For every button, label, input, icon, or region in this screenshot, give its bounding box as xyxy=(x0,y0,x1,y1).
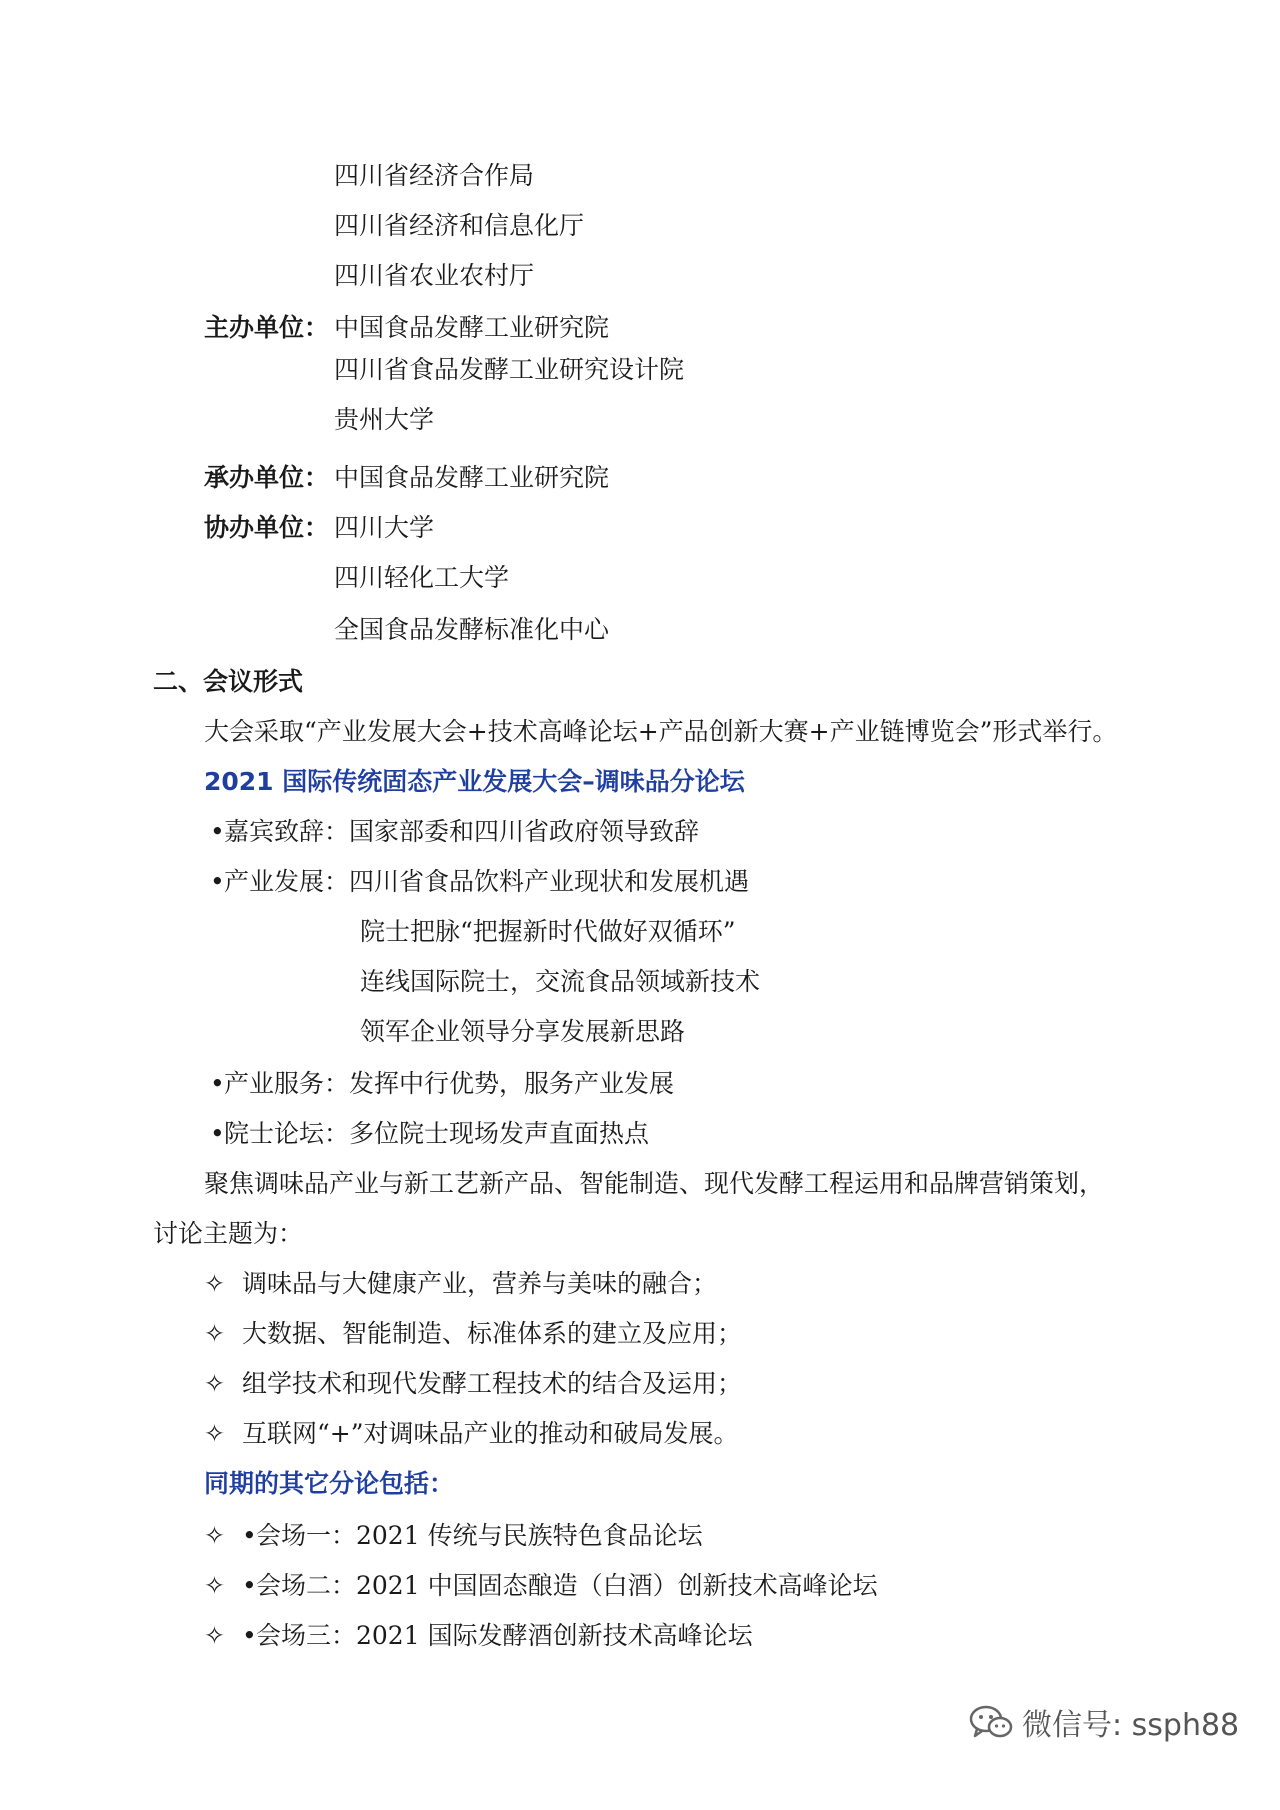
other-forum-text: 会场三：2021 国际发酵酒创新技术高峰论坛 xyxy=(256,1621,753,1650)
diamond-icon: ✧ xyxy=(204,1621,225,1650)
wechat-icon xyxy=(968,1702,1014,1742)
watermark-text: 微信号: ssph88 xyxy=(1022,1708,1240,1743)
bullet-dot: • xyxy=(242,1521,257,1550)
bullet-1 xyxy=(210,816,699,848)
topic-text: 组学技术和现代发酵工程技术的结合及运用； xyxy=(242,1369,743,1398)
bullet-text: 发挥中行优势，服务产业发展 xyxy=(349,1069,675,1098)
guidance-item-2: 四川省经济和信息化厅 xyxy=(334,211,585,240)
bullet-2-line-4: 领军企业领导分享发展新思路 xyxy=(360,1017,686,1046)
diamond-icon: ✧ xyxy=(204,1269,225,1298)
host-label: 主办单位： xyxy=(204,313,330,342)
bullet-2 xyxy=(210,866,749,898)
bullet-label: 嘉宾致辞： xyxy=(224,817,350,846)
diamond-icon: ✧ xyxy=(204,1369,225,1398)
bullet-3 xyxy=(210,1068,674,1100)
bullet-dot: • xyxy=(210,817,225,846)
section-heading: 二、会议形式 xyxy=(153,667,304,696)
bullet-2-line-2: 院士把脉“把握新时代做好双循环” xyxy=(360,917,736,946)
guidance-item-1: 四川省经济合作局 xyxy=(334,161,535,190)
bullet-2-line-3: 连线国际院士，交流食品领域新技术 xyxy=(360,967,761,996)
other-forums-title: 同期的其它分论包括： xyxy=(204,1469,455,1498)
guidance-item-3: 四川省农业农村厅 xyxy=(334,261,535,290)
diamond-icon: ✧ xyxy=(204,1419,225,1448)
bullet-dot: • xyxy=(210,1119,225,1148)
forum-title: 2021 国际传统固态产业发展大会–调味品分论坛 xyxy=(204,767,745,796)
bullet-text: 多位院士现场发声直面热点 xyxy=(349,1119,650,1148)
host-item-2: 四川省食品发酵工业研究设计院 xyxy=(334,355,685,384)
co-organizer-item-3: 全国食品发酵标准化中心 xyxy=(334,615,610,644)
topic-text: 大数据、智能制造、标准体系的建立及应用； xyxy=(242,1319,743,1348)
focus-paragraph-line-2: 讨论主题为： xyxy=(153,1219,304,1248)
bullet-text: 四川省食品饮料产业现状和发展机遇 xyxy=(349,867,750,896)
topic-text: 调味品与大健康产业，营养与美味的融合； xyxy=(242,1269,718,1298)
other-forum-item xyxy=(204,1570,878,1602)
diamond-icon: ✧ xyxy=(204,1319,225,1348)
other-forum-text: 会场二：2021 中国固态酿造（白酒）创新技术高峰论坛 xyxy=(256,1571,878,1600)
co-organizer-item-1: 四川大学 xyxy=(334,513,435,542)
diamond-icon: ✧ xyxy=(204,1521,225,1550)
co-organizer-item-2: 四川轻化工大学 xyxy=(334,563,510,592)
topic-item xyxy=(204,1418,739,1450)
section-intro: 大会采取“产业发展大会+技术高峰论坛+产品创新大赛+产业链博览会”形式举行。 xyxy=(204,717,1118,746)
diamond-icon: ✧ xyxy=(204,1571,225,1600)
other-forum-text: 会场一：2021 传统与民族特色食品论坛 xyxy=(256,1521,703,1550)
topic-text: 互联网“+”对调味品产业的推动和破局发展。 xyxy=(242,1419,739,1448)
topic-item xyxy=(204,1268,717,1300)
bullet-dot: • xyxy=(210,1069,225,1098)
bullet-label: 产业发展： xyxy=(224,867,350,896)
co-organizer-label: 协办单位： xyxy=(204,513,330,542)
organizer-item-1: 中国食品发酵工业研究院 xyxy=(334,463,610,492)
wechat-watermark xyxy=(968,1702,1239,1742)
focus-paragraph-line-1: 聚焦调味品产业与新工艺新产品、智能制造、现代发酵工程运用和品牌营销策划， xyxy=(204,1169,1105,1198)
organizer-label: 承办单位： xyxy=(204,463,330,492)
bullet-label: 院士论坛： xyxy=(224,1119,350,1148)
bullet-dot: • xyxy=(242,1621,257,1650)
topic-item xyxy=(204,1368,742,1400)
other-forum-item xyxy=(204,1520,703,1552)
other-forum-item xyxy=(204,1620,753,1652)
bullet-4 xyxy=(210,1118,649,1150)
bullet-dot: • xyxy=(210,867,225,896)
host-item-1: 中国食品发酵工业研究院 xyxy=(334,313,610,342)
bullet-text: 国家部委和四川省政府领导致辞 xyxy=(349,817,700,846)
bullet-label: 产业服务： xyxy=(224,1069,350,1098)
bullet-dot: • xyxy=(242,1571,257,1600)
host-item-3: 贵州大学 xyxy=(334,405,435,434)
topic-item xyxy=(204,1318,742,1350)
